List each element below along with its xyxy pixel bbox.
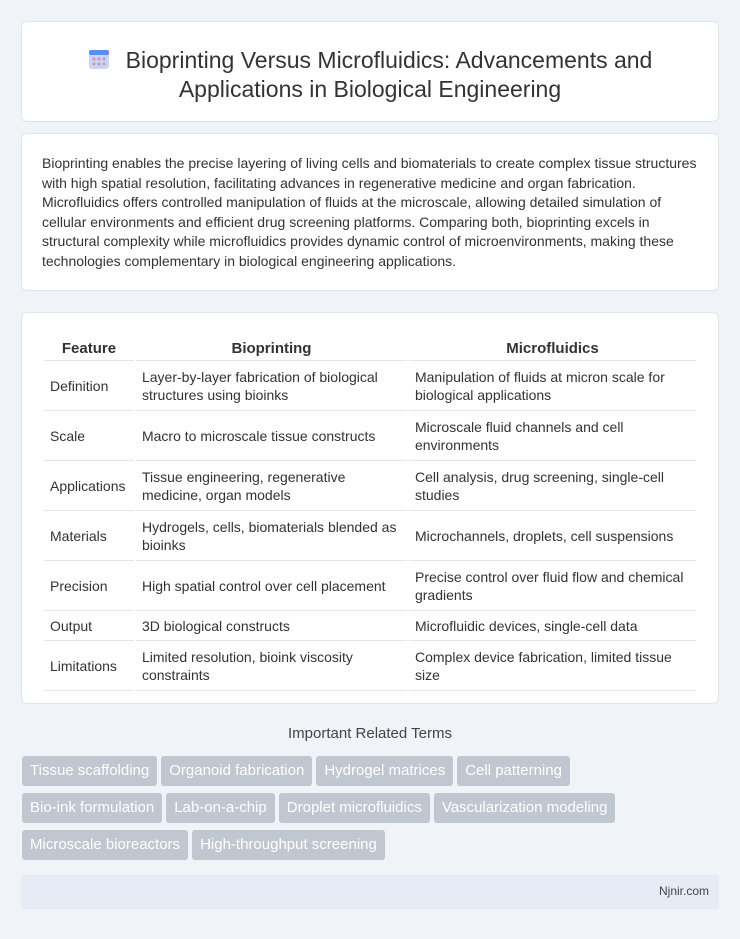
microfluidics-cell: Precise control over fluid flow and chemical gradients [409, 561, 696, 611]
related-term-tag[interactable]: Lab-on-a-chip [166, 793, 275, 823]
table-row [44, 461, 696, 511]
feature-cell: Definition [44, 361, 134, 411]
bioprinting-cell: Tissue engineering, regenerative medicine, organ models [136, 461, 407, 511]
feature-cell: Materials [44, 511, 134, 561]
related-terms-list [22, 756, 722, 867]
microfluidics-cell: Microchannels, droplets, cell suspensions [409, 511, 696, 561]
related-term-tag[interactable]: Cell patterning [457, 756, 570, 786]
feature-cell: Precision [44, 561, 134, 611]
bioprinting-cell: Layer-by-layer fabrication of biological structures using bioinks [136, 361, 407, 411]
feature-cell: Scale [44, 411, 134, 461]
title-card [21, 21, 719, 122]
table-row [44, 511, 696, 561]
table-header-row [44, 333, 696, 361]
related-term-tag[interactable]: Organoid fabrication [161, 756, 312, 786]
microfluidics-cell: Microscale fluid channels and cell environments [409, 411, 696, 461]
related-term-tag[interactable]: Microscale bioreactors [22, 830, 188, 860]
related-terms-heading: Important Related Terms [288, 725, 452, 742]
bioprinting-cell: 3D biological constructs [136, 611, 407, 641]
header-feature: Feature [44, 333, 134, 361]
comparison-table-card [21, 312, 719, 704]
feature-cell: Applications [44, 461, 134, 511]
related-term-tag[interactable]: Droplet microfluidics [279, 793, 430, 823]
table-row [44, 561, 696, 611]
table-row [44, 361, 696, 411]
related-term-tag[interactable]: Bio-ink formulation [22, 793, 162, 823]
microfluidics-cell: Manipulation of fluids at micron scale for biological applications [409, 361, 696, 411]
header-microfluidics: Microfluidics [409, 333, 696, 361]
related-term-tag[interactable]: High-throughput screening [192, 830, 385, 860]
table-row [44, 411, 696, 461]
bioprinting-cell: Macro to microscale tissue constructs [136, 411, 407, 461]
microfluidics-cell: Microfluidic devices, single-cell data [409, 611, 696, 641]
comparison-table [42, 333, 698, 691]
bioprinting-cell: Limited resolution, bioink viscosity constraints [136, 641, 407, 691]
calendar-grid-icon [88, 48, 110, 70]
bioprinting-cell: High spatial control over cell placement [136, 561, 407, 611]
page-title-text: Bioprinting Versus Microfluidics: Advancements and Applications in Biological Engineering [125, 47, 653, 102]
header-bioprinting: Bioprinting [136, 333, 407, 361]
intro-paragraph: Bioprinting enables the precise layering of living cells and biomaterials to create complex tissue structures with high spatial resolution, facilitating advances in regenerative medicine and organ fabrication. Microfluidics offers controlled manipulation of fluids at the microscale, allowing detailed simulation of cellular environments and efficient drug screening platforms. Comparing both, bioprinting excels in structural complexity while microfluidics provides dynamic control of microenvironments, making these technologies complementary in biological engineering applications. [42, 155, 697, 269]
feature-cell: Limitations [44, 641, 134, 691]
bioprinting-cell: Hydrogels, cells, biomaterials blended as bioinks [136, 511, 407, 561]
footer [21, 875, 719, 909]
feature-cell: Output [44, 611, 134, 641]
page-title [52, 46, 688, 104]
related-term-tag[interactable]: Tissue scaffolding [22, 756, 157, 786]
table-row [44, 611, 696, 641]
related-term-tag[interactable]: Vascularization modeling [434, 793, 616, 823]
microfluidics-cell: Complex device fabrication, limited tissue size [409, 641, 696, 691]
related-term-tag[interactable]: Hydrogel matrices [316, 756, 453, 786]
microfluidics-cell: Cell analysis, drug screening, single-cell studies [409, 461, 696, 511]
table-row [44, 641, 696, 691]
footer-brand[interactable]: Njnir.com [658, 884, 709, 898]
intro-card [21, 133, 719, 291]
